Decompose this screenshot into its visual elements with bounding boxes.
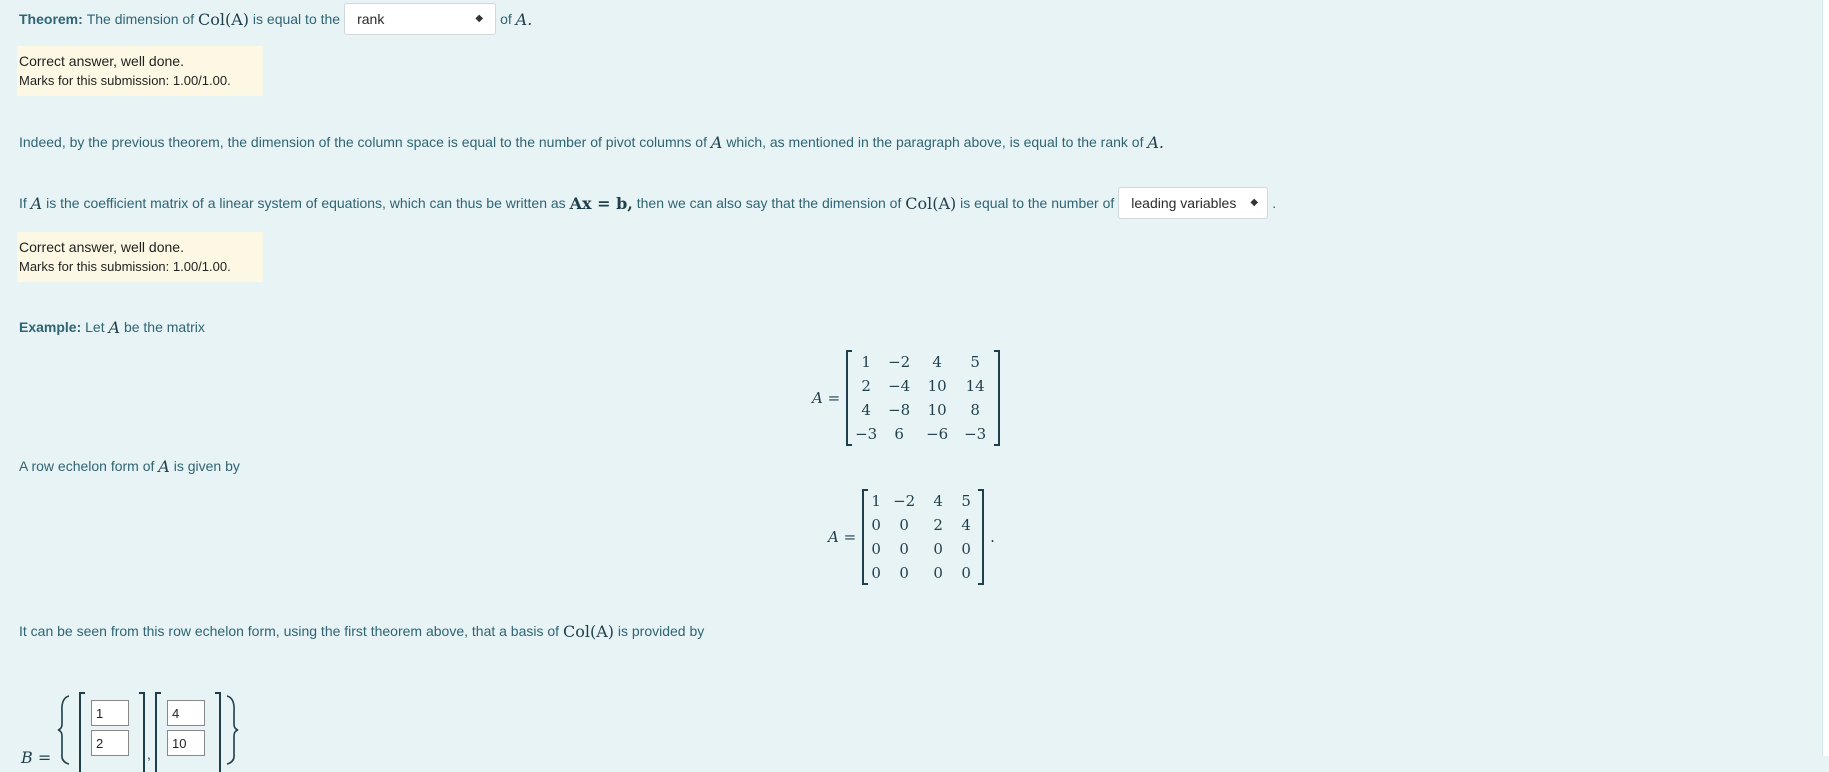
echelon-text: A row echelon form of xyxy=(19,458,155,474)
matrix-cell: −3 xyxy=(855,425,878,443)
paragraph-math: Col(A) xyxy=(905,193,957,213)
paragraph-math: A xyxy=(30,193,43,213)
theorem-answer-select[interactable] xyxy=(344,3,496,35)
paragraph-tail: . xyxy=(1272,195,1277,211)
basis-vector-1-entry[interactable] xyxy=(91,730,129,756)
matrix-cell: −4 xyxy=(888,377,911,395)
feedback-marks: Marks for this submission: 1.00/1.00. xyxy=(19,259,231,274)
matrix-cell: 2 xyxy=(933,516,943,534)
paragraph-math: A. xyxy=(1147,132,1164,152)
matrix-cell: 0 xyxy=(871,516,881,534)
paragraph-leading-variables xyxy=(19,186,1276,220)
matrix-cell: 0 xyxy=(933,564,943,582)
matrix-cell: 0 xyxy=(899,540,909,558)
paragraph-text: If xyxy=(19,195,27,211)
basis-intro xyxy=(19,620,704,642)
matrix-cell: −6 xyxy=(926,425,949,443)
theorem-label: Theorem: xyxy=(19,11,83,27)
paragraph-math: Ax = b, xyxy=(569,193,633,213)
matrix-cell: 1 xyxy=(861,353,871,371)
basis-vector-1-entry[interactable] xyxy=(91,700,129,726)
paragraph-text: is the coefficient matrix of a linear system of equations, which can thus be written as xyxy=(46,195,566,211)
basis-set xyxy=(19,692,249,767)
paragraph-text: is equal to the number of xyxy=(960,195,1115,211)
paragraph-pivot xyxy=(19,132,1164,152)
leading-variables-select[interactable] xyxy=(1118,187,1268,219)
matrix-cell: −3 xyxy=(964,425,987,443)
echelon-intro xyxy=(19,456,240,476)
matrix-cell: −2 xyxy=(888,353,911,371)
matrix-tail: . xyxy=(990,528,995,546)
matrix-cell: −2 xyxy=(893,492,916,510)
scrollbar-track[interactable] xyxy=(1822,0,1829,756)
matrix-cell: 10 xyxy=(927,377,947,395)
feedback-message: Correct answer, well done. xyxy=(19,53,184,69)
matrix-echelon xyxy=(828,489,995,585)
theorem-select-value: rank xyxy=(357,11,385,27)
matrix-cell: 2 xyxy=(861,377,871,395)
matrix-cell: 0 xyxy=(961,540,971,558)
matrix-cell: 0 xyxy=(933,540,943,558)
matrix-cell: 5 xyxy=(970,353,980,371)
basis-text: It can be seen from this row echelon form, using the first theorem above, that a basis of xyxy=(19,623,560,639)
theorem-after-math: A. xyxy=(515,9,533,29)
matrix-cell: 4 xyxy=(933,492,943,510)
basis-vector-2-entry[interactable] xyxy=(167,730,205,756)
matrix-cell: 4 xyxy=(961,516,971,534)
leading-select-value: leading variables xyxy=(1131,195,1237,211)
matrix-cell: 6 xyxy=(894,425,904,443)
matrix-cell: 0 xyxy=(899,516,909,534)
matrix-cell: 8 xyxy=(970,401,980,419)
theorem-col-a: Col(A) xyxy=(197,9,250,29)
matrix-cell: 10 xyxy=(927,401,947,419)
basis-math: Col(A) xyxy=(562,621,614,641)
basis-vector-1 xyxy=(79,692,145,772)
example-math: A xyxy=(108,317,121,337)
matrix-grid xyxy=(846,350,1000,446)
paragraph-math: A xyxy=(710,132,723,152)
feedback-box-2 xyxy=(17,232,263,282)
matrix-grid xyxy=(862,489,984,585)
feedback-marks: Marks for this submission: 1.00/1.00. xyxy=(19,73,231,88)
set-brace-right-icon xyxy=(225,694,239,764)
feedback-box-1 xyxy=(17,46,263,96)
matrix-a xyxy=(812,350,1000,446)
matrix-cell: 5 xyxy=(961,492,971,510)
echelon-text: is given by xyxy=(173,458,240,474)
basis-lhs: B = xyxy=(21,748,52,767)
matrix-cell: 0 xyxy=(899,564,909,582)
echelon-math: A xyxy=(158,456,170,476)
paragraph-text: then we can also say that the dimension of xyxy=(636,195,902,211)
theorem-text-after: of xyxy=(500,11,512,27)
matrix-cell: 1 xyxy=(871,492,881,510)
matrix-lhs: A = xyxy=(812,389,841,407)
matrix-cell: 4 xyxy=(861,401,871,419)
feedback-message: Correct answer, well done. xyxy=(19,239,184,255)
example-text: Let xyxy=(85,319,105,335)
matrix-cell: −8 xyxy=(888,401,911,419)
matrix-cell: 0 xyxy=(961,564,971,582)
basis-vector-2 xyxy=(155,692,221,772)
basis-vector-2-entry[interactable] xyxy=(167,700,205,726)
theorem-text-middle: is equal to the xyxy=(252,11,341,27)
matrix-cell: 4 xyxy=(932,353,942,371)
basis-text: is provided by xyxy=(617,623,705,639)
example-label: Example: xyxy=(19,319,82,335)
matrix-lhs: A = xyxy=(828,528,857,546)
paragraph-text: Indeed, by the previous theorem, the dimension of the column space is equal to the number of pivot columns of xyxy=(19,134,707,150)
matrix-cell: 0 xyxy=(871,540,881,558)
example-line xyxy=(19,317,205,337)
theorem-line xyxy=(19,2,532,36)
set-brace-left-icon xyxy=(57,694,71,764)
matrix-cell: 0 xyxy=(871,564,881,582)
select-arrows-icon: ◆ xyxy=(1250,197,1259,208)
theorem-text-before: The dimension of xyxy=(86,11,195,27)
paragraph-text: which, as mentioned in the paragraph above, is equal to the rank of xyxy=(726,134,1144,150)
basis-comma: , xyxy=(147,746,151,762)
select-arrows-icon: ◆ xyxy=(475,13,484,24)
matrix-cell: 14 xyxy=(965,377,985,395)
example-text: be the matrix xyxy=(123,319,205,335)
